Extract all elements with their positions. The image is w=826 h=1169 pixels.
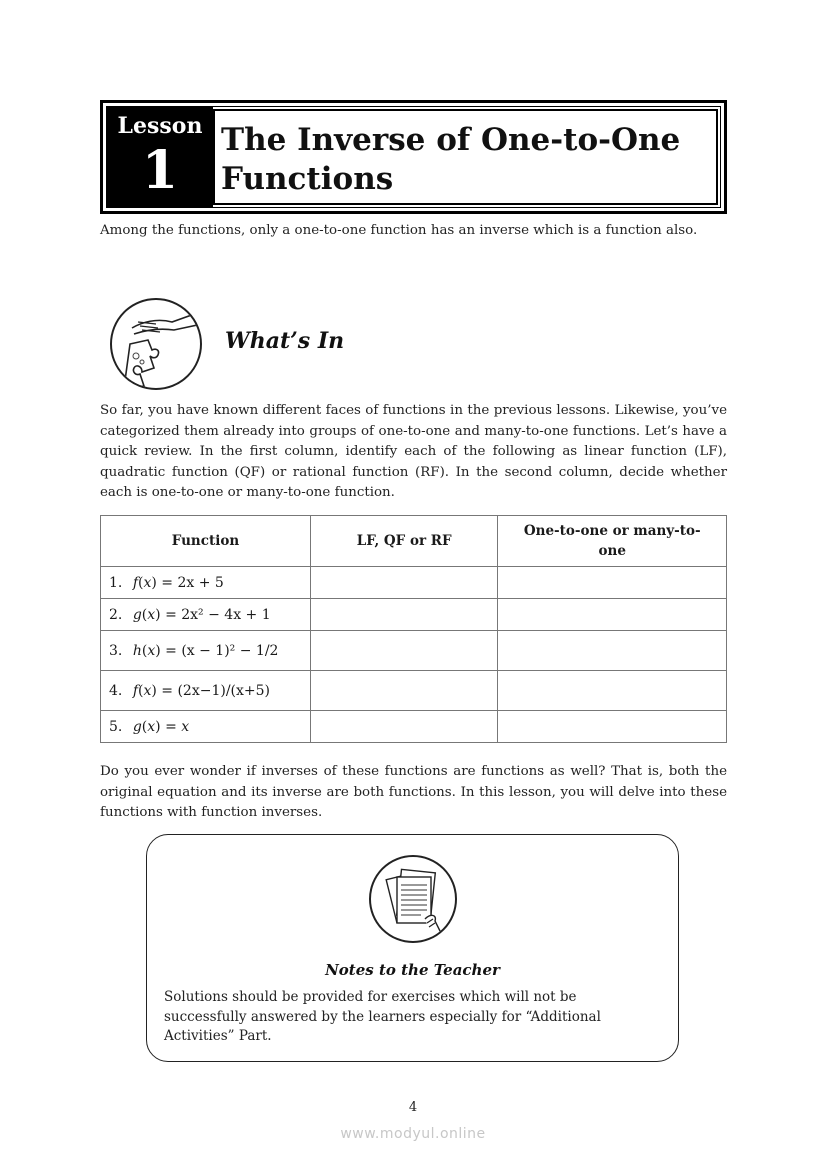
function-rhs: 2x² − 4x + 1 xyxy=(181,606,271,623)
page-number: 4 xyxy=(408,1100,418,1115)
function-name: g xyxy=(132,606,142,623)
function-rhs: (x − 1)² − 1/2 xyxy=(181,642,279,659)
header-mapping: One-to-one or many-to-one xyxy=(498,516,727,567)
row-number: 4. xyxy=(109,682,123,699)
intro-paragraph: Among the functions, only a one-to-one function has an inverse which is a function also. xyxy=(100,223,698,238)
mapping-cell[interactable] xyxy=(498,599,727,631)
type-cell[interactable] xyxy=(310,599,498,631)
table-row xyxy=(101,631,727,671)
function-rhs: (2x−1)/(x+5) xyxy=(177,682,271,699)
table-row xyxy=(101,671,727,711)
whats-in-paragraph: So far, you have known different faces of functions in the previous lessons. Likewise, you’ve categorized them already into groups of one-to-one and many-to-one functions. Let’s have a quick review. In the first column, identify each of the following as linear function (LF), quadratic function (QF) or rational function (RF). In the second column, decide whether each is one-to-one or many-to-one function. xyxy=(100,403,727,500)
type-cell[interactable] xyxy=(310,671,498,711)
row-number: 2. xyxy=(109,606,123,623)
whats-in-heading: What’s In xyxy=(225,328,345,354)
lesson-header-inner xyxy=(106,106,721,208)
function-name: f xyxy=(132,682,138,699)
function-rhs: x xyxy=(181,718,190,735)
function-cell: 1. f(x) = 2x + 5 xyxy=(101,567,311,599)
notes-heading: Notes to the Teacher xyxy=(325,961,500,979)
function-cell: 5. g(x) = x xyxy=(101,711,311,743)
type-cell[interactable] xyxy=(310,631,498,671)
header-function: Function xyxy=(101,516,311,567)
puzzle-hand-icon xyxy=(110,298,202,390)
mapping-cell[interactable] xyxy=(498,711,727,743)
row-number: 5. xyxy=(109,718,123,735)
function-name: h xyxy=(132,642,142,659)
function-cell: 4. f(x) = (2x−1)/(x+5) xyxy=(101,671,311,711)
row-number: 1. xyxy=(109,574,123,591)
header-type: LF, QF or RF xyxy=(310,516,498,567)
type-cell[interactable] xyxy=(310,711,498,743)
row-number: 3. xyxy=(109,642,123,659)
lesson-header xyxy=(100,100,727,214)
function-cell: 2. g(x) = 2x² − 4x + 1 xyxy=(101,599,311,631)
function-name: g xyxy=(132,718,142,735)
table-row xyxy=(101,567,727,599)
table-header-row xyxy=(101,516,727,567)
notes-to-teacher-box xyxy=(146,834,679,1062)
table-row xyxy=(101,711,727,743)
lesson-title: The Inverse of One-to-One Functions xyxy=(221,122,681,197)
closing-paragraph: Do you ever wonder if inverses of these functions are functions as well? That is, both the original equation and its inverse are both functions. In this lesson, you will delve into these functions with function inverses. xyxy=(100,764,727,820)
table-row xyxy=(101,599,727,631)
lesson-title-box xyxy=(213,109,718,205)
lesson-label: Lesson xyxy=(117,113,203,139)
mapping-cell[interactable] xyxy=(498,631,727,671)
lesson-number: 1 xyxy=(141,140,179,201)
mapping-cell[interactable] xyxy=(498,671,727,711)
papers-hand-icon xyxy=(369,855,457,943)
notes-text: Solutions should be provided for exercises which will not be successfully answered by the learners especially for “Additional Activities” Part. xyxy=(164,989,601,1044)
type-cell[interactable] xyxy=(310,567,498,599)
function-cell: 3. h(x) = (x − 1)² − 1/2 xyxy=(101,631,311,671)
function-rhs: 2x + 5 xyxy=(177,574,224,591)
review-table xyxy=(100,515,727,743)
lesson-tag xyxy=(107,107,213,207)
watermark: www.modyul.online xyxy=(340,1126,486,1142)
function-name: f xyxy=(132,574,138,591)
mapping-cell[interactable] xyxy=(498,567,727,599)
